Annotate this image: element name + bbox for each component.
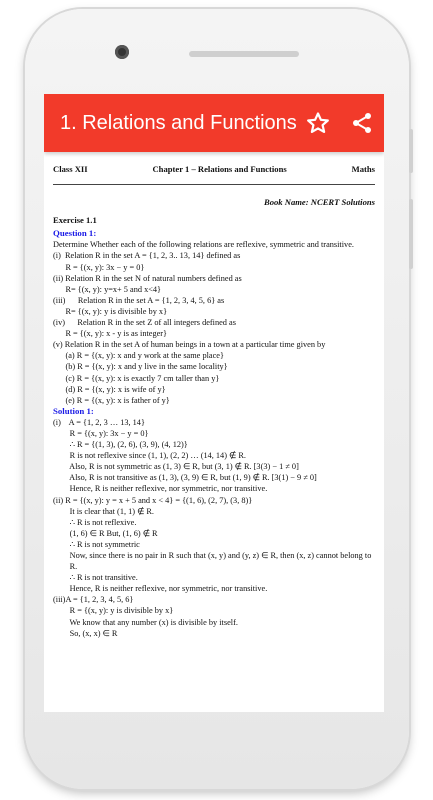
solution-line: We know that any number (x) is divisible by itself. bbox=[53, 617, 238, 627]
solution-line: ∴ R is not transitive. bbox=[53, 573, 138, 583]
app-bar bbox=[44, 94, 384, 152]
doc-chapter: Chapter 1 – Relations and Functions bbox=[152, 164, 287, 174]
share-icon[interactable] bbox=[350, 111, 374, 135]
question-line: R = {(x, y): x - y is as integer} bbox=[53, 329, 168, 339]
doc-subject: Maths bbox=[351, 164, 375, 174]
solution-text bbox=[53, 417, 375, 639]
doc-header bbox=[53, 152, 375, 185]
question-text bbox=[53, 239, 375, 405]
solution-line: Also, R is not symmetric as (1, 3) ∈ R, but (3, 1) ∉ R. [3(3) − 1 ≠ 0] bbox=[53, 462, 299, 472]
question-line: (ii) Relation R in the set N of natural numbers defined as bbox=[53, 273, 242, 283]
question-line: (iv) Relation R in the set Z of all integers defined as bbox=[53, 318, 236, 328]
power-button bbox=[409, 199, 413, 269]
solution-line: R = {(x, y): 3x − y = 0} bbox=[53, 428, 149, 438]
solution-line: Now, since there is no pair in R such that (x, y) and (y, z) ∈ R, then (x, z) cannot belong to bbox=[53, 551, 372, 560]
solution-line: (ii) R = {(x, y): y = x + 5 and x < 4} = {(1, 6), (2, 7), (3, 8)} bbox=[53, 495, 253, 505]
solution-line: Hence, R is neither reflexive, nor symmetric, nor transitive. bbox=[53, 484, 268, 494]
solution-label: Solution 1: bbox=[53, 405, 94, 416]
app-title: 1. Relations and Functions bbox=[60, 111, 297, 134]
solution-line: R. bbox=[53, 562, 78, 572]
solution-line: ∴ R = {(1, 3), (2, 6), (3, 9), (4, 12)} bbox=[53, 440, 188, 450]
solution-line: ∴ R is not symmetric bbox=[53, 539, 140, 549]
solution-line: ∴ R is not reflexive. bbox=[53, 517, 137, 527]
solution-line: Also, R is not transitive as (1, 3), (3, 9) ∈ R, but (1, 9) ∉ R. [3(1) − 9 ≠ 0] bbox=[53, 473, 317, 483]
solution-line: (1, 6) ∈ R But, (1, 6) ∉ R bbox=[53, 528, 158, 538]
question-line: Determine Whether each of the following relations are reflexive, symmetric and transitive. bbox=[53, 240, 354, 250]
question-line: R = {(x, y): 3x − y = 0} bbox=[53, 262, 145, 272]
exercise-title: Exercise 1.1 bbox=[53, 215, 97, 226]
solution-line: R = {(x, y): y is divisible by x} bbox=[53, 606, 174, 616]
question-line: (v) Relation R in the set A of human beings in a town at a particular time given by bbox=[53, 340, 326, 350]
volume-button bbox=[409, 129, 413, 173]
question-line: (a) R = {(x, y): x and y work at the same place} bbox=[53, 351, 224, 361]
question-line: (c) R = {(x, y): x is exactly 7 cm taller than y} bbox=[53, 373, 220, 383]
doc-class: Class XII bbox=[53, 164, 88, 174]
question-line: (d) R = {(x, y): x is wife of y} bbox=[53, 384, 166, 394]
solution-line: It is clear that (1, 1) ∉ R. bbox=[53, 506, 155, 516]
question-label: Question 1: bbox=[53, 228, 97, 239]
question-line: (iii) Relation R in the set A = {1, 2, 3, 4, 5, 6} as bbox=[53, 295, 225, 305]
earpiece-speaker bbox=[189, 51, 299, 57]
question-line: (e) R = {(x, y): x is father of y} bbox=[53, 395, 170, 405]
solution-line: (iii)A = {1, 2, 3, 4, 5, 6} bbox=[53, 595, 134, 605]
solution-line: Hence, R is neither reflexive, nor symmetric, nor transitive. bbox=[53, 584, 268, 594]
solution-line: (i) A = {1, 2, 3 … 13, 14} bbox=[53, 417, 145, 427]
question-line: (i) Relation R in the set A = {1, 2, 3.. 13, 14} defined as bbox=[53, 251, 241, 261]
solution-line: So, (x, x) ∈ R bbox=[53, 628, 118, 638]
app-screen bbox=[44, 94, 384, 712]
front-camera bbox=[115, 45, 129, 59]
solution-line: R is not reflexive since (1, 1), (2, 2) … (14, 14) ∉ R. bbox=[53, 451, 246, 461]
document-page[interactable] bbox=[44, 152, 384, 639]
star-icon[interactable] bbox=[306, 111, 330, 135]
question-line: (b) R = {(x, y): x and y live in the same locality} bbox=[53, 362, 228, 372]
question-line: R= {(x, y): y=x+ 5 and x<4} bbox=[53, 284, 162, 294]
book-name: Book Name: NCERT Solutions bbox=[263, 197, 375, 208]
question-line: R= {(x, y): y is divisible by x} bbox=[53, 306, 168, 316]
